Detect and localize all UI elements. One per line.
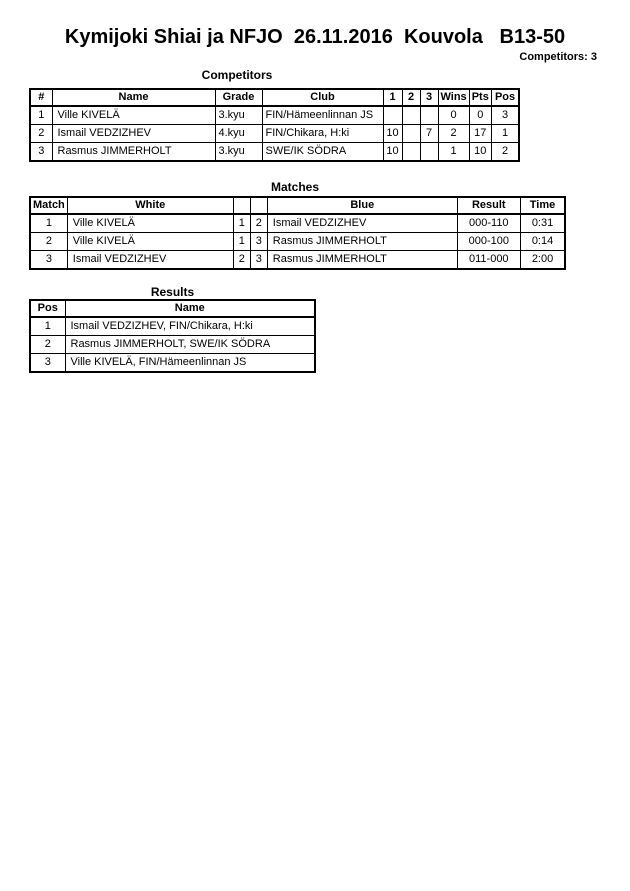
white-number: 1 xyxy=(233,233,250,251)
col-header-blue-number xyxy=(250,197,267,214)
col-header-pos: Pos xyxy=(491,89,519,106)
score-vs-1: 10 xyxy=(383,125,402,143)
competitors-heading: Competitors xyxy=(201,68,273,82)
white-number: 1 xyxy=(233,214,250,233)
col-header-white: White xyxy=(67,197,233,214)
competitor-pts: 0 xyxy=(469,106,491,125)
col-header-pos: Pos xyxy=(30,300,65,317)
competitor-name: Ismail VEDZIZHEV xyxy=(52,125,215,143)
match-time: 2:00 xyxy=(520,251,565,270)
result-name: Rasmus JIMMERHOLT, SWE/IK SÖDRA xyxy=(65,336,315,354)
competitor-pts: 10 xyxy=(469,143,491,162)
competitor-row xyxy=(30,125,519,143)
score-vs-3 xyxy=(420,143,438,162)
score-vs-1: 10 xyxy=(383,143,402,162)
result-pos: 2 xyxy=(30,336,65,354)
match-result: 011-000 xyxy=(457,251,520,270)
competitor-club: FIN/Hämeenlinnan JS xyxy=(262,106,383,125)
result-row xyxy=(30,336,315,354)
result-row xyxy=(30,317,315,336)
results-header-row xyxy=(30,300,315,317)
col-header-wins: Wins xyxy=(438,89,469,106)
competitor-row xyxy=(30,106,519,125)
competitor-number: 2 xyxy=(30,125,52,143)
col-header-round2: 2 xyxy=(402,89,420,106)
result-name: Ville KIVELÄ, FIN/Hämeenlinnan JS xyxy=(65,354,315,373)
match-time: 0:14 xyxy=(520,233,565,251)
match-number: 2 xyxy=(30,233,67,251)
white-name: Ville KIVELÄ xyxy=(67,233,233,251)
page-title: Kymijoki Shiai ja NFJO 26.11.2016 Kouvola B13-50 xyxy=(64,26,566,48)
col-header-grade: Grade xyxy=(215,89,262,106)
result-pos: 1 xyxy=(30,317,65,336)
competitors-table xyxy=(29,88,520,162)
competitor-club: FIN/Chikara, H:ki xyxy=(262,125,383,143)
results-table xyxy=(29,299,316,373)
col-header-pts: Pts xyxy=(469,89,491,106)
competitor-wins: 2 xyxy=(438,125,469,143)
match-time: 0:31 xyxy=(520,214,565,233)
col-header-result: Result xyxy=(457,197,520,214)
white-number: 2 xyxy=(233,251,250,270)
result-row xyxy=(30,354,315,373)
score-vs-1 xyxy=(383,106,402,125)
match-row xyxy=(30,214,565,233)
competitor-number: 1 xyxy=(30,106,52,125)
match-number: 1 xyxy=(30,214,67,233)
competitor-wins: 1 xyxy=(438,143,469,162)
matches-table xyxy=(29,196,566,270)
white-name: Ville KIVELÄ xyxy=(67,214,233,233)
score-vs-3 xyxy=(420,106,438,125)
white-name: Ismail VEDZIZHEV xyxy=(67,251,233,270)
competitor-grade: 4.kyu xyxy=(215,125,262,143)
competitor-row xyxy=(30,143,519,162)
blue-name: Rasmus JIMMERHOLT xyxy=(267,233,457,251)
col-header-time: Time xyxy=(520,197,565,214)
col-header-name: Name xyxy=(65,300,315,317)
blue-number: 2 xyxy=(250,214,267,233)
match-result: 000-100 xyxy=(457,233,520,251)
blue-name: Rasmus JIMMERHOLT xyxy=(267,251,457,270)
col-header-name: Name xyxy=(52,89,215,106)
competitor-club: SWE/IK SÖDRA xyxy=(262,143,383,162)
competitor-grade: 3.kyu xyxy=(215,143,262,162)
competitor-pos: 1 xyxy=(491,125,519,143)
results-heading: Results xyxy=(150,285,195,299)
blue-name: Ismail VEDZIZHEV xyxy=(267,214,457,233)
blue-number: 3 xyxy=(250,251,267,270)
competitor-grade: 3.kyu xyxy=(215,106,262,125)
competitors-header-row xyxy=(30,89,519,106)
match-number: 3 xyxy=(30,251,67,270)
competitor-pos: 3 xyxy=(491,106,519,125)
match-result: 000-110 xyxy=(457,214,520,233)
col-header-white-number xyxy=(233,197,250,214)
col-header-match: Match xyxy=(30,197,67,214)
col-header-club: Club xyxy=(262,89,383,106)
col-header-round1: 1 xyxy=(383,89,402,106)
score-vs-3: 7 xyxy=(420,125,438,143)
competitor-pos: 2 xyxy=(491,143,519,162)
result-pos: 3 xyxy=(30,354,65,373)
competitor-name: Rasmus JIMMERHOLT xyxy=(52,143,215,162)
col-header-number: # xyxy=(30,89,52,106)
competitors-count: Competitors: 3 xyxy=(519,51,597,63)
competitor-wins: 0 xyxy=(438,106,469,125)
match-row xyxy=(30,233,565,251)
competitor-number: 3 xyxy=(30,143,52,162)
competitor-pts: 17 xyxy=(469,125,491,143)
matches-heading: Matches xyxy=(270,180,320,194)
blue-number: 3 xyxy=(250,233,267,251)
score-vs-2 xyxy=(402,106,420,125)
score-vs-2 xyxy=(402,125,420,143)
match-row xyxy=(30,251,565,270)
competitor-name: Ville KIVELÄ xyxy=(52,106,215,125)
matches-header-row xyxy=(30,197,565,214)
col-header-round3: 3 xyxy=(420,89,438,106)
score-vs-2 xyxy=(402,143,420,162)
col-header-blue: Blue xyxy=(267,197,457,214)
result-name: Ismail VEDZIZHEV, FIN/Chikara, H:ki xyxy=(65,317,315,336)
